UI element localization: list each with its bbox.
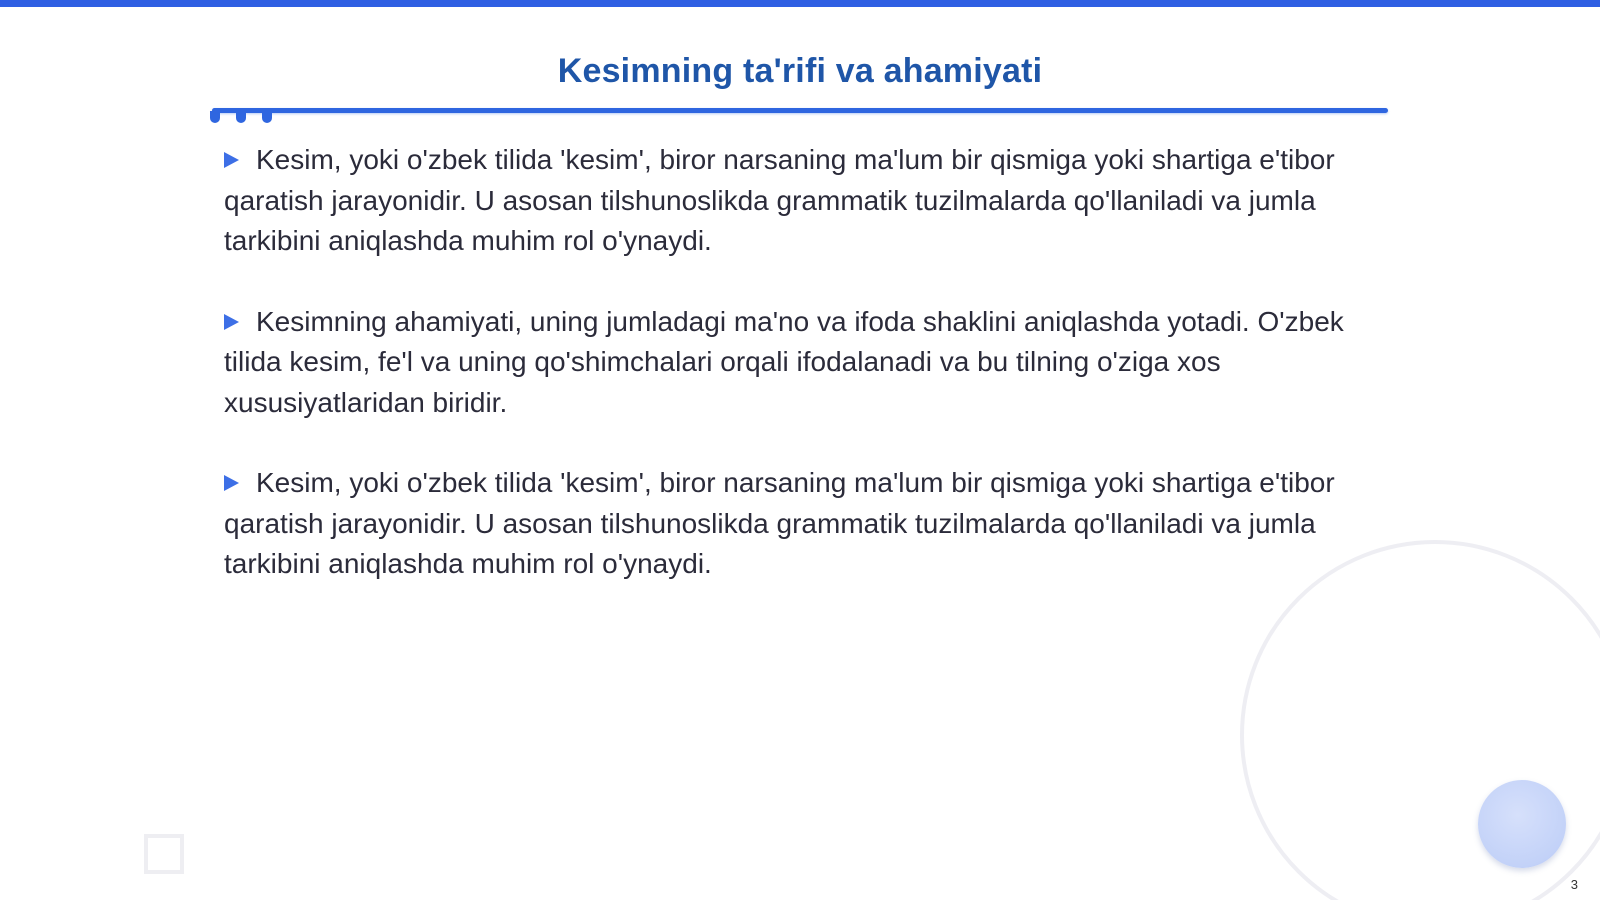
decorative-square-outline [144,834,184,874]
bullet-text: Kesimning ahamiyati, uning jumladagi ma'no va ifoda shaklini aniqlashda yotadi. O'zbek tilida kesim, fe'l va uning qo'shimchalari orqali ifodalanadi va bu tilning o'ziga xos xususiyatlaridan biridir. [224,305,1344,418]
bullet-item [224,463,1374,585]
bullet-item [224,302,1374,424]
bullet-list [224,140,1374,625]
underline-dot [262,111,272,123]
underline-dot [210,111,220,123]
underline-dot [236,111,246,123]
triangle-right-icon [224,475,239,491]
decorative-circle-filled [1478,780,1566,868]
triangle-right-icon [224,152,239,168]
slide-title: Kesimning ta'rifi va ahamiyati [557,52,1043,90]
top-accent-bar [0,0,1600,7]
triangle-right-icon [224,314,239,330]
bullet-text: Kesim, yoki o'zbek tilida 'kesim', biror narsaning ma'lum bir qismiga yoki shartiga e'tibor qaratish jarayonidir. U asosan tilshunoslikda grammatik tuzilmalarda qo'llaniladi va jumla tarkibini aniqlashda muhim rol o'ynaydi. [224,144,1335,256]
bullet-item [224,140,1374,262]
page-number: 3 [1570,877,1578,892]
title-underline [212,108,1388,113]
bullet-text: Kesim, yoki o'zbek tilida 'kesim', biror narsaning ma'lum bir qismiga yoki shartiga e'tibor qaratish jarayonidir. U asosan tilshunoslikda grammatik tuzilmalarda qo'llaniladi va jumla tarkibini aniqlashda muhim rol o'ynaydi. [224,467,1335,579]
